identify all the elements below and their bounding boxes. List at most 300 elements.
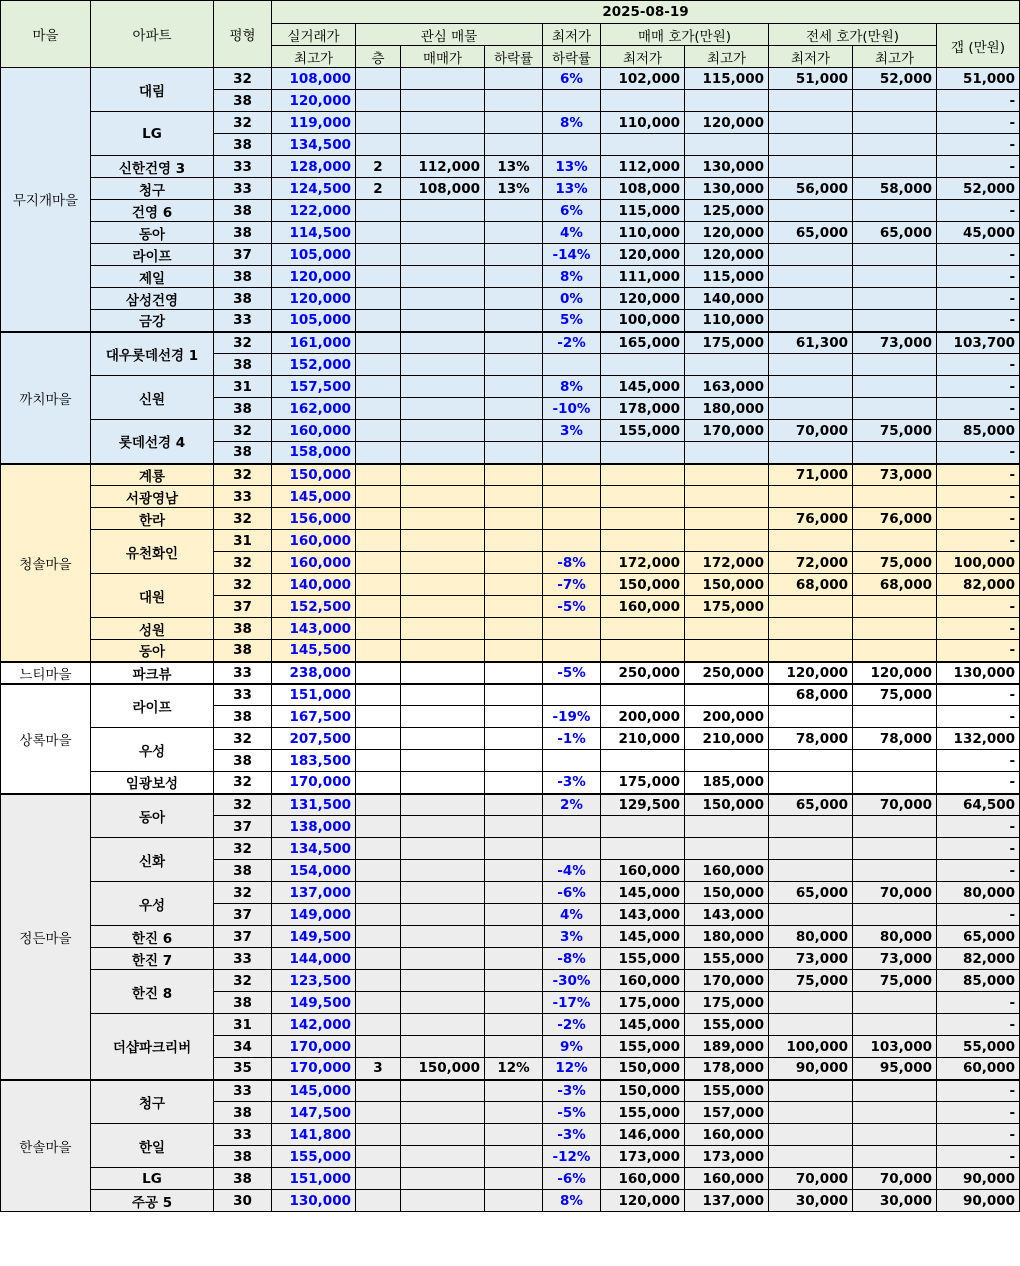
pyeong-cell: 32 [214,574,272,596]
sale-max-cell: 157,000 [685,1102,769,1124]
jeonse-max-cell [853,904,937,926]
apartment-name: 유천화인 [91,530,214,574]
actual-max-cell: 170,000 [272,772,356,794]
sale-max-cell: 160,000 [685,1124,769,1146]
jeonse-max-cell [853,772,937,794]
interest-floor-cell [356,354,401,376]
sale-min-cell: 160,000 [601,860,685,882]
interest-floor-cell [356,376,401,398]
apartment-name: 신화 [91,838,214,882]
jeonse-min-cell: 65,000 [769,222,853,244]
interest-drop-cell [485,552,543,574]
min-drop-rate-cell: 4% [543,222,601,244]
sale-max-cell [685,816,769,838]
gap-cell: 82,000 [937,948,1020,970]
interest-price-cell [401,530,485,552]
jeonse-max-cell [853,1102,937,1124]
gap-cell: - [937,486,1020,508]
actual-max-cell: 158,000 [272,442,356,464]
sale-min-cell: 150,000 [601,1080,685,1102]
interest-price-cell [401,860,485,882]
pyeong-cell: 38 [214,860,272,882]
sale-max-cell: 185,000 [685,772,769,794]
interest-price-cell [401,1124,485,1146]
sale-max-cell: 155,000 [685,948,769,970]
apartment-name: 우성 [91,882,214,926]
interest-drop-cell [485,508,543,530]
sale-max-cell: 178,000 [685,1058,769,1080]
apartment-name: 동아 [91,794,214,838]
pyeong-cell: 38 [214,266,272,288]
sale-max-cell: 115,000 [685,68,769,90]
interest-floor-cell [356,266,401,288]
gap-cell: - [937,750,1020,772]
sale-min-cell [601,618,685,640]
interest-floor-cell [356,618,401,640]
jeonse-max-cell: 73,000 [853,332,937,354]
jeonse-max-cell [853,750,937,772]
jeonse-min-cell: 80,000 [769,926,853,948]
gap-cell: 51,000 [937,68,1020,90]
min-drop-rate-cell: 3% [543,926,601,948]
actual-max-cell: 147,500 [272,1102,356,1124]
min-drop-rate-cell: -4% [543,860,601,882]
pyeong-cell: 38 [214,354,272,376]
interest-floor-cell [356,1102,401,1124]
village-name: 한솔마을 [1,1080,91,1212]
jeonse-max-cell: 65,000 [853,222,937,244]
sale-max-cell [685,618,769,640]
pyeong-cell: 32 [214,112,272,134]
jeonse-max-cell: 120,000 [853,662,937,684]
jeonse-min-cell [769,376,853,398]
apartment-name: 신원 [91,376,214,420]
gap-cell: 130,000 [937,662,1020,684]
interest-floor-cell [356,508,401,530]
gap-cell: - [937,288,1020,310]
jeonse-min-cell [769,156,853,178]
jeonse-max-cell [853,200,937,222]
jeonse-max-cell: 68,000 [853,574,937,596]
actual-max-cell: 105,000 [272,244,356,266]
pyeong-cell: 33 [214,948,272,970]
actual-max-cell: 149,500 [272,992,356,1014]
apartment-name: 금강 [91,310,214,332]
actual-max-cell: 145,000 [272,1080,356,1102]
pyeong-cell: 32 [214,508,272,530]
interest-drop-cell [485,1080,543,1102]
table-row [1,1124,1020,1146]
interest-price-cell [401,882,485,904]
header-min-price: 최저가 [543,24,601,46]
interest-price-cell [401,1168,485,1190]
apartment-name: 라이프 [91,684,214,728]
actual-max-cell: 151,000 [272,684,356,706]
sale-max-cell: 130,000 [685,156,769,178]
pyeong-cell: 38 [214,134,272,156]
interest-floor-cell [356,1036,401,1058]
interest-floor-cell [356,970,401,992]
pyeong-cell: 38 [214,618,272,640]
jeonse-max-cell [853,1124,937,1146]
pyeong-cell: 33 [214,156,272,178]
jeonse-max-cell [853,992,937,1014]
interest-floor-cell [356,574,401,596]
jeonse-max-cell [853,90,937,112]
gap-cell: - [937,442,1020,464]
min-drop-rate-cell: -2% [543,1014,601,1036]
header-sale-price: 매매가 [401,46,485,68]
min-drop-rate-cell [543,90,601,112]
interest-drop-cell [485,970,543,992]
min-drop-rate-cell: 8% [543,1190,601,1212]
interest-drop-cell: 13% [485,156,543,178]
interest-floor-cell [356,420,401,442]
pyeong-cell: 38 [214,200,272,222]
actual-max-cell: 134,500 [272,838,356,860]
interest-drop-cell [485,1146,543,1168]
gap-cell: - [937,904,1020,926]
interest-drop-cell: 13% [485,178,543,200]
interest-floor-cell [356,728,401,750]
pyeong-cell: 32 [214,68,272,90]
actual-max-cell: 105,000 [272,310,356,332]
actual-max-cell: 128,000 [272,156,356,178]
gap-cell: 100,000 [937,552,1020,574]
sale-max-cell: 180,000 [685,398,769,420]
actual-max-cell: 170,000 [272,1036,356,1058]
jeonse-min-cell [769,596,853,618]
gap-cell: - [937,1124,1020,1146]
header-village: 마을 [1,1,91,68]
jeonse-min-cell [769,1124,853,1146]
village-name: 청솔마을 [1,464,91,662]
interest-price-cell [401,1102,485,1124]
interest-floor-cell [356,1168,401,1190]
jeonse-max-cell: 75,000 [853,420,937,442]
jeonse-min-cell [769,266,853,288]
sale-min-cell [601,354,685,376]
interest-floor-cell [356,662,401,684]
interest-drop-cell [485,618,543,640]
pyeong-cell: 38 [214,222,272,244]
interest-price-cell [401,1014,485,1036]
interest-drop-cell [485,486,543,508]
actual-max-cell: 145,500 [272,640,356,662]
table-row [1,222,1020,244]
jeonse-min-cell: 120,000 [769,662,853,684]
interest-floor-cell [356,882,401,904]
interest-floor-cell [356,310,401,332]
sale-min-cell [601,816,685,838]
interest-floor-cell [356,926,401,948]
pyeong-cell: 38 [214,288,272,310]
apartment-name: 임광보성 [91,772,214,794]
sale-min-cell: 145,000 [601,926,685,948]
interest-drop-cell [485,1190,543,1212]
min-drop-rate-cell: 0% [543,288,601,310]
table-row [1,882,1020,904]
gap-cell: 80,000 [937,882,1020,904]
jeonse-min-cell: 68,000 [769,684,853,706]
pyeong-cell: 32 [214,728,272,750]
min-drop-rate-cell: -12% [543,1146,601,1168]
header-jeonse-min: 최저가 [769,46,853,68]
table-row [1,970,1020,992]
min-drop-rate-cell: 3% [543,420,601,442]
table-row [1,486,1020,508]
sale-max-cell: 150,000 [685,794,769,816]
interest-price-cell [401,244,485,266]
jeonse-min-cell [769,816,853,838]
actual-max-cell: 183,500 [272,750,356,772]
sale-max-cell: 155,000 [685,1014,769,1036]
interest-drop-cell: 12% [485,1058,543,1080]
min-drop-rate-cell: -10% [543,398,601,420]
header-jeonse-ask: 전세 호가(만원) [769,24,937,46]
jeonse-max-cell: 58,000 [853,178,937,200]
pyeong-cell: 37 [214,816,272,838]
gap-cell: 103,700 [937,332,1020,354]
gap-cell: 55,000 [937,1036,1020,1058]
sale-min-cell: 115,000 [601,200,685,222]
table-row [1,1080,1020,1102]
min-drop-rate-cell: 13% [543,178,601,200]
village-name: 상록마을 [1,684,91,794]
pyeong-cell: 32 [214,332,272,354]
table-row [1,244,1020,266]
apartment-name: 동아 [91,640,214,662]
interest-price-cell [401,1036,485,1058]
pyeong-cell: 37 [214,244,272,266]
village-name: 느티마을 [1,662,91,684]
jeonse-max-cell [853,442,937,464]
pyeong-cell: 33 [214,310,272,332]
actual-max-cell: 155,000 [272,1146,356,1168]
interest-price-cell [401,684,485,706]
jeonse-min-cell: 72,000 [769,552,853,574]
interest-price-cell [401,970,485,992]
table-row [1,508,1020,530]
actual-max-cell: 160,000 [272,552,356,574]
min-drop-rate-cell: 8% [543,266,601,288]
interest-price-cell [401,772,485,794]
pyeong-cell: 33 [214,1080,272,1102]
interest-price-cell [401,596,485,618]
min-drop-rate-cell: 9% [543,1036,601,1058]
pyeong-cell: 38 [214,1168,272,1190]
interest-floor-cell [356,1190,401,1212]
interest-drop-cell [485,992,543,1014]
jeonse-min-cell [769,310,853,332]
sale-max-cell [685,838,769,860]
jeonse-max-cell: 73,000 [853,464,937,486]
min-drop-rate-cell: -3% [543,1124,601,1146]
jeonse-min-cell [769,112,853,134]
actual-max-cell: 149,500 [272,926,356,948]
min-drop-rate-cell: -8% [543,552,601,574]
jeonse-min-cell [769,200,853,222]
interest-floor-cell [356,90,401,112]
jeonse-max-cell [853,354,937,376]
gap-cell: - [937,1102,1020,1124]
actual-max-cell: 161,000 [272,332,356,354]
jeonse-min-cell [769,904,853,926]
pyeong-cell: 38 [214,750,272,772]
interest-drop-cell [485,816,543,838]
interest-price-cell [401,398,485,420]
interest-price-cell [401,266,485,288]
gap-cell: 45,000 [937,222,1020,244]
gap-cell: - [937,706,1020,728]
pyeong-cell: 33 [214,486,272,508]
interest-floor-cell [356,640,401,662]
interest-floor-cell [356,332,401,354]
gap-cell: - [937,992,1020,1014]
interest-floor-cell: 3 [356,1058,401,1080]
interest-drop-cell [485,332,543,354]
jeonse-max-cell [853,244,937,266]
header-gap: 갭 (만원) [937,24,1020,68]
table-row [1,574,1020,596]
sale-max-cell: 120,000 [685,222,769,244]
interest-drop-cell [485,948,543,970]
jeonse-min-cell [769,1080,853,1102]
interest-drop-cell [485,244,543,266]
interest-price-cell [401,838,485,860]
table-row [1,838,1020,860]
sale-min-cell: 143,000 [601,904,685,926]
apartment-name: 한진 8 [91,970,214,1014]
interest-floor-cell [356,288,401,310]
header-date: 2025-08-19 [272,1,1020,24]
min-drop-rate-cell [543,486,601,508]
sale-min-cell: 145,000 [601,376,685,398]
gap-cell: - [937,112,1020,134]
sale-min-cell: 108,000 [601,178,685,200]
apartment-name: 우성 [91,728,214,772]
interest-drop-cell [485,376,543,398]
gap-cell: - [937,816,1020,838]
table-row [1,662,1020,684]
interest-price-cell [401,728,485,750]
jeonse-min-cell: 78,000 [769,728,853,750]
interest-drop-cell [485,464,543,486]
actual-max-cell: 120,000 [272,288,356,310]
gap-cell: - [937,508,1020,530]
jeonse-max-cell: 70,000 [853,1168,937,1190]
interest-price-cell [401,112,485,134]
actual-max-cell: 157,500 [272,376,356,398]
apartment-name: 한진 7 [91,948,214,970]
actual-max-cell: 122,000 [272,200,356,222]
interest-drop-cell [485,926,543,948]
actual-max-cell: 119,000 [272,112,356,134]
jeonse-min-cell [769,1102,853,1124]
sale-max-cell: 175,000 [685,332,769,354]
jeonse-min-cell [769,244,853,266]
interest-drop-cell [485,310,543,332]
pyeong-cell: 38 [214,442,272,464]
sale-min-cell: 250,000 [601,662,685,684]
sale-max-cell: 110,000 [685,310,769,332]
actual-max-cell: 170,000 [272,1058,356,1080]
gap-cell: - [937,266,1020,288]
apartment-name: 대원 [91,574,214,618]
apartment-name: 성원 [91,618,214,640]
sale-min-cell [601,684,685,706]
jeonse-max-cell [853,376,937,398]
sale-min-cell: 112,000 [601,156,685,178]
pyeong-cell: 38 [214,398,272,420]
interest-floor-cell [356,750,401,772]
actual-max-cell: 143,000 [272,618,356,640]
table-row [1,1014,1020,1036]
jeonse-min-cell [769,134,853,156]
table-row [1,288,1020,310]
interest-price-cell [401,486,485,508]
pyeong-cell: 33 [214,684,272,706]
sale-max-cell: 172,000 [685,552,769,574]
table-row [1,266,1020,288]
interest-price-cell [401,90,485,112]
sale-max-cell [685,464,769,486]
jeonse-max-cell [853,134,937,156]
sale-min-cell [601,640,685,662]
min-drop-rate-cell: -5% [543,1102,601,1124]
pyeong-cell: 33 [214,1124,272,1146]
interest-price-cell [401,200,485,222]
sale-max-cell: 140,000 [685,288,769,310]
pyeong-cell: 38 [214,992,272,1014]
min-drop-rate-cell: -3% [543,1080,601,1102]
interest-drop-cell [485,112,543,134]
actual-max-cell: 120,000 [272,90,356,112]
interest-floor-cell [356,68,401,90]
interest-price-cell [401,574,485,596]
sale-min-cell: 145,000 [601,1014,685,1036]
jeonse-max-cell: 30,000 [853,1190,937,1212]
jeonse-min-cell [769,1146,853,1168]
actual-max-cell: 149,000 [272,904,356,926]
min-drop-rate-cell: -3% [543,772,601,794]
jeonse-min-cell [769,838,853,860]
sale-max-cell: 160,000 [685,1168,769,1190]
sale-max-cell: 137,000 [685,1190,769,1212]
jeonse-max-cell [853,596,937,618]
apartment-name: 제일 [91,266,214,288]
jeonse-max-cell [853,112,937,134]
sale-min-cell: 150,000 [601,574,685,596]
pyeong-cell: 33 [214,178,272,200]
interest-price-cell: 108,000 [401,178,485,200]
pyeong-cell: 32 [214,464,272,486]
gap-cell: 52,000 [937,178,1020,200]
sale-min-cell: 100,000 [601,310,685,332]
header-floor: 층 [356,46,401,68]
min-drop-rate-cell: -1% [543,728,601,750]
apartment-name: LG [91,112,214,156]
min-drop-rate-cell: 12% [543,1058,601,1080]
gap-cell: - [937,772,1020,794]
table-row [1,178,1020,200]
pyeong-cell: 32 [214,838,272,860]
interest-floor-cell [356,1014,401,1036]
actual-max-cell: 131,500 [272,794,356,816]
interest-floor-cell [356,794,401,816]
interest-price-cell [401,288,485,310]
header-sale-ask: 매매 호가(만원) [601,24,769,46]
